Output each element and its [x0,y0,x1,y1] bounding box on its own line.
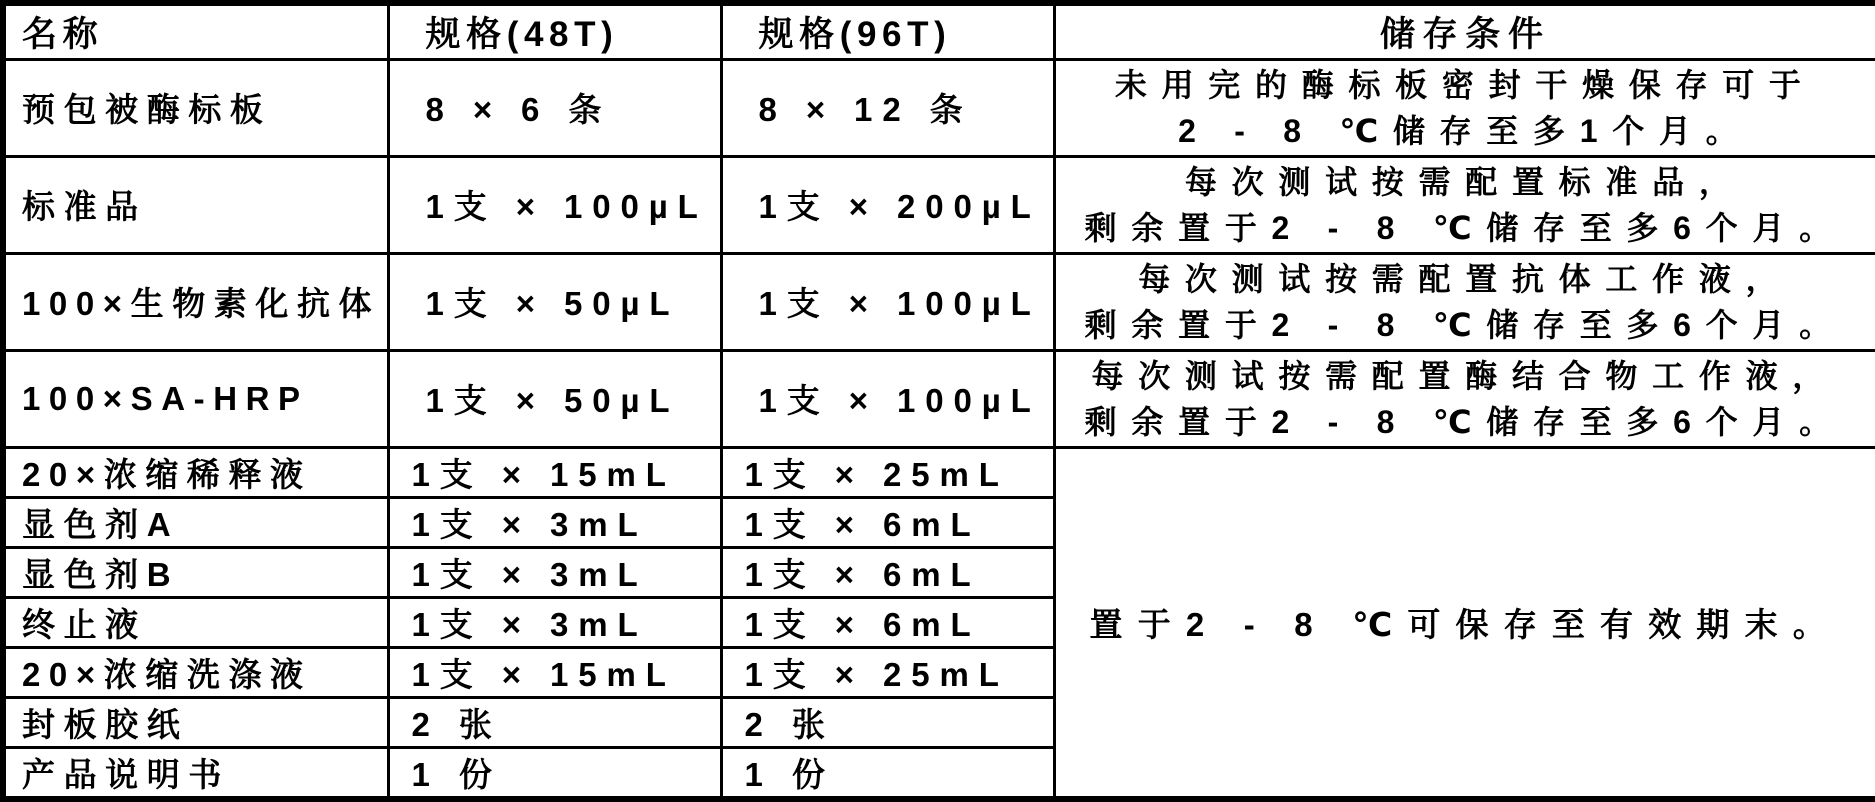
spec-96t: 1支 × 6mL [721,497,1054,547]
storage-line-1: 每次测试按需配置标准品， [1056,159,1875,205]
spec-96t: 1支 × 25mL [721,647,1054,697]
component-name: 终止液 [3,597,388,647]
column-header-name: 名称 [3,3,388,59]
component-name: 100×SA-HRP [3,350,388,447]
storage-line-2: 剩余置于2 - 8 ℃储存至多6个月。 [1056,302,1875,348]
spec-48t: 2 张 [388,697,721,747]
spec-48t: 1支 × 100µL [388,156,721,253]
spec-96t: 1 份 [721,747,1054,799]
component-name: 显色剂A [3,497,388,547]
component-name: 封板胶纸 [3,697,388,747]
storage-condition [1054,253,1875,350]
storage-line-2: 剩余置于2 - 8 ℃储存至多6个月。 [1056,399,1875,445]
spec-48t: 1支 × 15mL [388,447,721,497]
table-row-precoated-plate [3,59,1875,156]
storage-condition [1054,156,1875,253]
component-name: 20×浓缩洗涤液 [3,647,388,697]
storage-condition [1054,59,1875,156]
header-row [3,3,1875,59]
spec-96t: 8 × 12 条 [721,59,1054,156]
spec-48t: 1支 × 50µL [388,253,721,350]
spec-48t: 1支 × 15mL [388,647,721,697]
spec-96t: 1支 × 6mL [721,547,1054,597]
spec-48t: 1支 × 50µL [388,350,721,447]
table-row-sa-hrp [3,350,1875,447]
spec-48t: 1 份 [388,747,721,799]
table-row-diluent [3,447,1875,497]
spec-48t: 1支 × 3mL [388,547,721,597]
spec-48t: 1支 × 3mL [388,597,721,647]
spec-96t: 1支 × 25mL [721,447,1054,497]
spec-96t: 2 张 [721,697,1054,747]
storage-condition-merged: 置于2 - 8 ℃可保存至有效期末。 [1054,447,1875,799]
table-row-biotin-antibody [3,253,1875,350]
storage-line-2: 剩余置于2 - 8 ℃储存至多6个月。 [1056,205,1875,251]
table-row-standard [3,156,1875,253]
column-header-storage: 储存条件 [1054,3,1875,59]
component-name: 20×浓缩稀释液 [3,447,388,497]
component-name: 标准品 [3,156,388,253]
component-name: 产品说明书 [3,747,388,799]
storage-line-2: 2 - 8 ℃储存至多1个月。 [1056,108,1875,154]
storage-line-1: 未用完的酶标板密封干燥保存可于 [1056,62,1875,108]
component-name: 显色剂B [3,547,388,597]
spec-96t: 1支 × 6mL [721,597,1054,647]
spec-96t: 1支 × 100µL [721,253,1054,350]
column-header-spec-96t: 规格(96T) [721,3,1054,59]
spec-96t: 1支 × 100µL [721,350,1054,447]
component-name: 100×生物素化抗体 [3,253,388,350]
spec-48t: 8 × 6 条 [388,59,721,156]
spec-96t: 1支 × 200µL [721,156,1054,253]
storage-line-1: 每次测试按需配置抗体工作液， [1056,256,1875,302]
column-header-spec-48t: 规格(48T) [388,3,721,59]
component-name: 预包被酶标板 [3,59,388,156]
storage-line-1: 每次测试按需配置酶结合物工作液， [1056,353,1875,399]
storage-condition [1054,350,1875,447]
spec-48t: 1支 × 3mL [388,497,721,547]
